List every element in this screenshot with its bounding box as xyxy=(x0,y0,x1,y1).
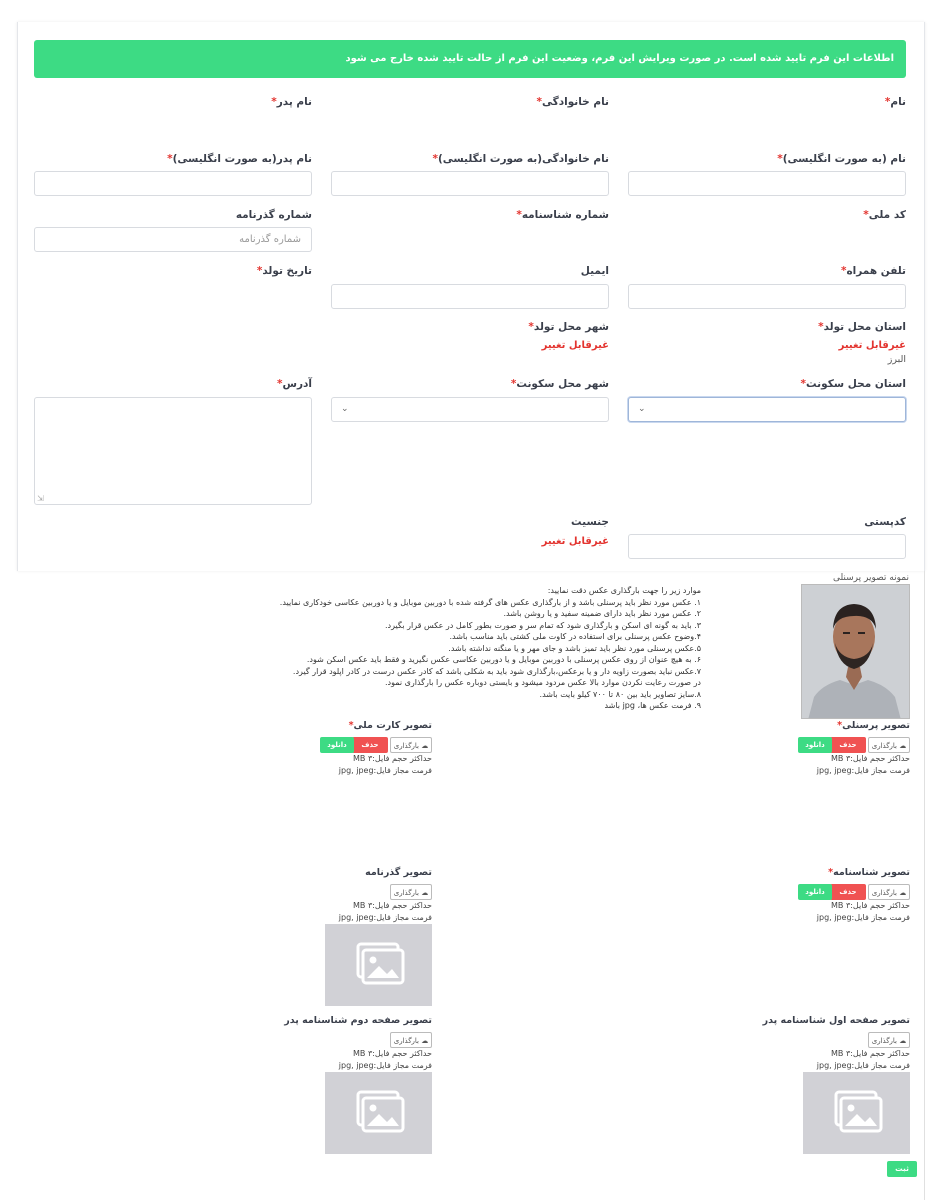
birth-province-label: استان محل تولد* xyxy=(818,321,906,333)
postal-code-input[interactable] xyxy=(628,534,906,559)
chevron-down-icon: ⌄ xyxy=(638,404,646,414)
personal-photo-formats: فرمت مجاز فایل:jpg, jpeg xyxy=(816,766,910,775)
national-card-delete-button[interactable]: حذف xyxy=(352,737,388,753)
birth-province-value: البرز xyxy=(887,354,906,365)
passport-formats: فرمت مجاز فایل:jpg, jpeg xyxy=(338,913,432,922)
submit-button[interactable]: ثبت xyxy=(887,1161,917,1177)
national-code-label: کد ملی* xyxy=(863,209,906,221)
birth-cert-delete-button[interactable]: حذف xyxy=(830,884,866,900)
passport-image-placeholder xyxy=(325,924,432,1006)
approved-alert: اطلاعات این فرم تایید شده است. در صورت ویرایش این فرم، وضعیت این فرم از حالت تایید شده خارج می شود xyxy=(34,40,906,78)
email-label: ایمیل xyxy=(580,265,609,277)
passport-upload-button[interactable]: ☁ بارگذاری xyxy=(390,884,432,900)
father-name-en-input[interactable] xyxy=(34,171,312,196)
image-placeholder-icon xyxy=(803,1072,910,1154)
father-cert-p2-upload-button[interactable]: ☁ بارگذاری xyxy=(390,1032,432,1048)
national-card-download-button[interactable]: دانلود xyxy=(320,737,354,753)
father-cert-p2-title: تصویر صفحه دوم شناسنامه پدر xyxy=(284,1015,432,1026)
image-placeholder-icon xyxy=(325,1072,432,1154)
passport-number-input[interactable]: شماره گذرنامه xyxy=(34,227,312,252)
person-photo-icon xyxy=(801,585,909,719)
residence-province-select[interactable] xyxy=(628,397,906,422)
mobile-label: تلفن همراه* xyxy=(840,265,906,277)
personal-photo-delete-button[interactable]: حذف xyxy=(830,737,866,753)
father-cert-p1-image-placeholder xyxy=(803,1072,910,1154)
gender-unchangeable: غیرقابل تغییر xyxy=(541,536,609,547)
id-number-label: شماره شناسنامه* xyxy=(516,209,609,221)
residence-city-select[interactable] xyxy=(331,397,609,422)
residence-city-label: شهر محل سکونت* xyxy=(510,378,609,390)
father-name-en-label: نام پدر(به صورت انگلیسی)* xyxy=(167,153,312,165)
personal-photo-title: تصویر پرسنلی* xyxy=(837,720,910,731)
photo-instructions: موارد زیر را جهت بارگذاری عکس دقت نمایید: ۱. عکس مورد نظر باید پرسنلی باشد و از بارگذاری عکس های گرفته شده با دوربین موبایل و یا دوربین عکاسی خودکاری نمایید. ۲. عکس مورد نظر باید دارای ضمینه سفید و یا روشن باشد. ۳. باید به گونه ای اسکن و بارگذاری شود که تمام سر و صورت بطور کامل در عکس قرار بگیرد. ۴.وضوح عکس پرسنلی برای استفاده در کاوت ملی کشتی باید مناسب باشد. ۵.عکس پرسنلی مورد نظر باید تمیز باشد و جای مهر و یا منگنه نداشته باشد. ۶. به هیچ عنوان از روی عکس پرسنلی با دوربین موبایل و یا دوربین عکاسی عکس نگیرید و فقط باید عکس اسکن شود. ۷.عکس نباید بصورت زاویه دار و یا برعکس،بارگذاری شود باید به شکلی باشد که کادر عکس درست در کادر اپلود قرار گیرد. در صورت رعایت نکردن موارد بالا عکس مردود میشود و بایستی دوباره عکس را بارگذاری نمود. ۸.سایز تصاویر باید بین ۸۰ تا ۷۰۰ کیلو بایت باشد. ۹. فرمت عکس ها، jpg باشد xyxy=(279,586,701,710)
passport-title: تصویر گذرنامه xyxy=(365,867,432,878)
first-name-en-input[interactable] xyxy=(628,171,906,196)
residence-province-label: استان محل سکونت* xyxy=(800,378,906,390)
passport-max-size: حداکثر حجم فایل:۳ MB xyxy=(353,901,432,910)
last-name-en-label: نام خانوادگی(به صورت انگلیسی)* xyxy=(432,153,609,165)
uploads-section xyxy=(0,571,941,1200)
cloud-upload-icon: ☁ xyxy=(421,1037,429,1045)
father-cert-p1-max-size: حداکثر حجم فایل:۳ MB xyxy=(831,1049,910,1058)
birth-date-label: تاریخ تولد* xyxy=(256,265,312,277)
father-cert-p1-title: تصویر صفحه اول شناسنامه پدر xyxy=(762,1015,910,1026)
cloud-upload-icon: ☁ xyxy=(899,1037,907,1045)
birth-cert-download-button[interactable]: دانلود xyxy=(798,884,832,900)
divider xyxy=(924,571,925,1200)
birth-province-unchangeable: غیرقابل تغییر xyxy=(838,340,906,351)
image-placeholder-icon xyxy=(325,924,432,1006)
birth-city-unchangeable: غیرقابل تغییر xyxy=(541,340,609,351)
sample-photo-caption: نمونه تصویر پرسنلی xyxy=(832,573,909,583)
cloud-upload-icon: ☁ xyxy=(899,889,907,897)
gender-label: جنسیت xyxy=(571,516,609,528)
birth-city-label: شهر محل تولد* xyxy=(528,321,609,333)
email-input[interactable] xyxy=(331,284,609,309)
father-name-label: نام پدر* xyxy=(271,96,312,108)
birth-cert-formats: فرمت مجاز فایل:jpg, jpeg xyxy=(816,913,910,922)
first-name-label: نام* xyxy=(884,96,906,108)
cloud-upload-icon: ☁ xyxy=(421,742,429,750)
national-card-formats: فرمت مجاز فایل:jpg, jpeg xyxy=(338,766,432,775)
national-card-upload-button[interactable]: ☁ بارگذاری xyxy=(390,737,432,753)
father-cert-p2-formats: فرمت مجاز فایل:jpg, jpeg xyxy=(338,1061,432,1070)
address-textarea[interactable] xyxy=(34,397,312,505)
birth-cert-max-size: حداکثر حجم فایل:۳ MB xyxy=(831,901,910,910)
birth-cert-upload-button[interactable]: ☁ بارگذاری xyxy=(868,884,910,900)
cloud-upload-icon: ☁ xyxy=(899,742,907,750)
profile-form-card xyxy=(17,22,925,571)
resize-handle-icon[interactable]: ⇲ xyxy=(37,494,44,503)
sample-personal-photo xyxy=(801,584,910,719)
last-name-label: نام خانوادگی* xyxy=(536,96,609,108)
first-name-en-label: نام (به صورت انگلیسی)* xyxy=(777,153,906,165)
address-label: آدرس* xyxy=(276,378,312,390)
national-card-title: تصویر کارت ملی* xyxy=(348,720,432,731)
mobile-input[interactable] xyxy=(628,284,906,309)
passport-number-label: شماره گذرنامه xyxy=(235,209,312,221)
personal-photo-download-button[interactable]: دانلود xyxy=(798,737,832,753)
chevron-down-icon: ⌄ xyxy=(341,404,349,414)
father-cert-p2-image-placeholder xyxy=(325,1072,432,1154)
father-cert-p2-max-size: حداکثر حجم فایل:۳ MB xyxy=(353,1049,432,1058)
last-name-en-input[interactable] xyxy=(331,171,609,196)
national-card-max-size: حداکثر حجم فایل:۳ MB xyxy=(353,754,432,763)
father-cert-p1-upload-button[interactable]: ☁ بارگذاری xyxy=(868,1032,910,1048)
personal-photo-upload-button[interactable]: ☁ بارگذاری xyxy=(868,737,910,753)
cloud-upload-icon: ☁ xyxy=(421,889,429,897)
postal-code-label: کدپستی xyxy=(864,516,906,528)
personal-photo-max-size: حداکثر حجم فایل:۳ MB xyxy=(831,754,910,763)
father-cert-p1-formats: فرمت مجاز فایل:jpg, jpeg xyxy=(816,1061,910,1070)
birth-cert-title: تصویر شناسنامه* xyxy=(828,867,910,878)
